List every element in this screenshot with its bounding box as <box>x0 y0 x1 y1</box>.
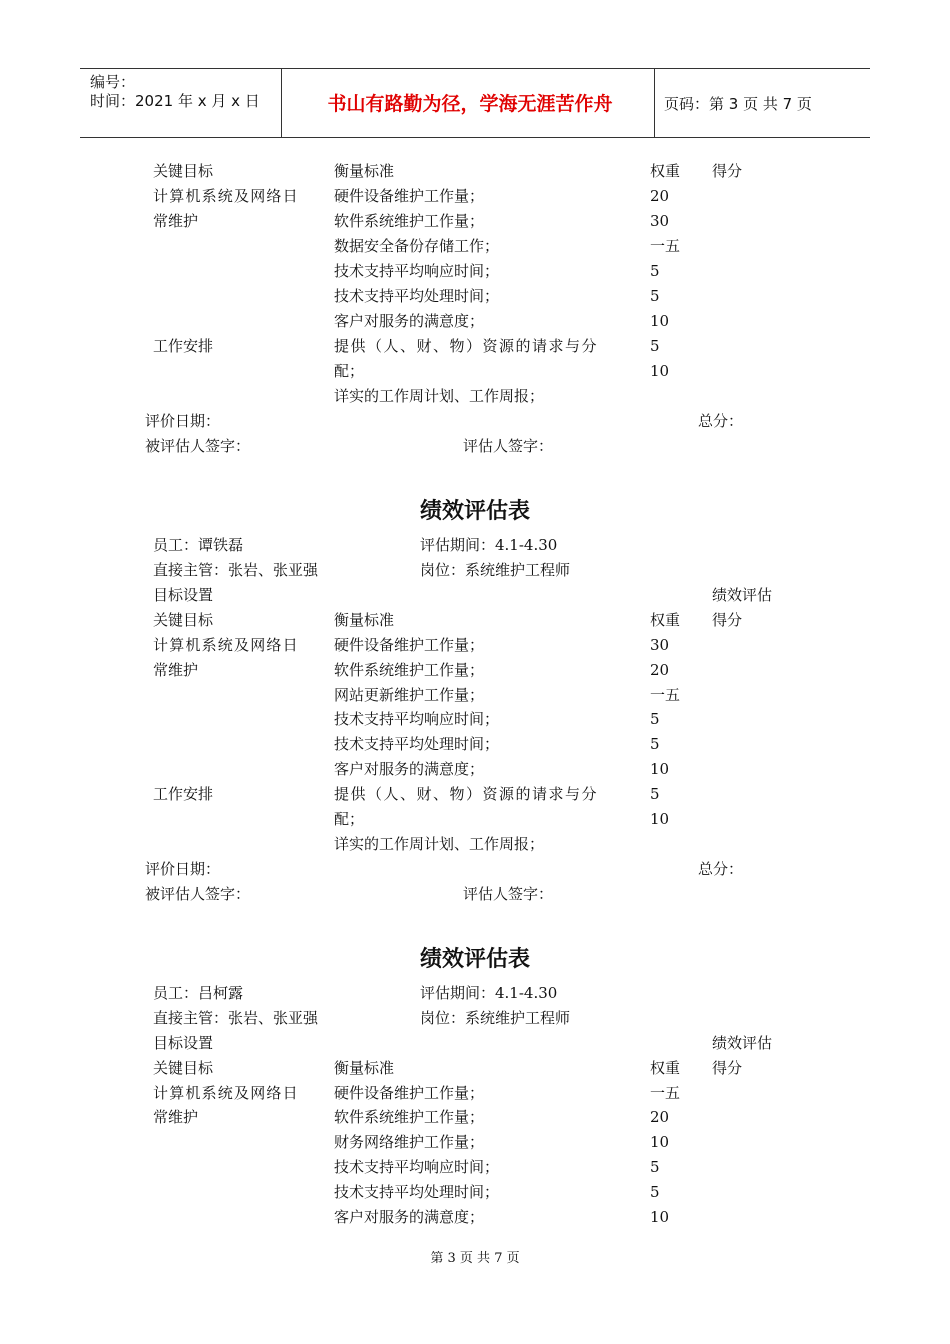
measure-item: 技术支持平均处理时间； <box>334 735 500 753</box>
position-label: 岗位：系统维护工程师 <box>420 561 571 579</box>
col-measure: 衡量标准 <box>334 611 395 629</box>
measure-item: 客户对服务的满意度； <box>334 1208 485 1226</box>
measure-item: 数据安全备份存储工作； <box>334 237 500 255</box>
evaluation-period-label: 评估期间：4.1-4.30 <box>420 536 558 554</box>
evaluator-signature-label: 评估人签字： <box>463 885 554 903</box>
employee-label: 员工：谭铁磊 <box>153 536 244 554</box>
col-measure: 衡量标准 <box>334 1059 395 1077</box>
evaluee-signature-label: 被评估人签字： <box>145 437 251 455</box>
key-target-maintenance-cont: 常维护 <box>153 661 199 679</box>
weight-value: 10 <box>650 1133 670 1151</box>
weight-value: 一五 <box>650 686 681 704</box>
key-target-work-arrangement: 工作安排 <box>153 337 214 355</box>
col-weight: 权重 <box>650 162 681 180</box>
header-divider <box>281 69 282 137</box>
measure-item: 软件系统维护工作量； <box>334 661 485 679</box>
measure-item: 财务网络维护工作量； <box>334 1133 485 1151</box>
performance-evaluation-heading: 绩效评估 <box>712 1034 773 1052</box>
weight-value: 5 <box>650 262 660 280</box>
measure-item: 详实的工作周计划、工作周报； <box>334 835 545 853</box>
evaluation-period-label: 评估期间：4.1-4.30 <box>420 984 558 1002</box>
weight-value: 10 <box>650 810 670 828</box>
total-score-label: 总分： <box>698 860 744 878</box>
position-label: 岗位：系统维护工程师 <box>420 1009 571 1027</box>
measure-item: 技术支持平均响应时间； <box>334 262 500 280</box>
col-weight: 权重 <box>650 611 681 629</box>
weight-value: 30 <box>650 636 670 654</box>
measure-item: 提供（人、财、物）资源的请求与分 <box>334 785 599 803</box>
weight-value: 30 <box>650 212 670 230</box>
header-divider <box>654 69 655 137</box>
weight-value: 5 <box>650 785 660 803</box>
key-target-maintenance-cont: 常维护 <box>153 212 199 230</box>
col-score: 得分 <box>712 162 743 180</box>
evaluee-signature-label: 被评估人签字： <box>145 885 251 903</box>
key-target-maintenance: 计算机系统及网络日 <box>153 1084 299 1102</box>
col-key-target: 关键目标 <box>153 162 214 180</box>
measure-item: 硬件设备维护工作量； <box>334 636 485 654</box>
employee-label: 员工：吕柯露 <box>153 984 244 1002</box>
key-target-maintenance-cont: 常维护 <box>153 1108 199 1126</box>
weight-value: 20 <box>650 661 670 679</box>
col-score: 得分 <box>712 611 743 629</box>
col-measure: 衡量标准 <box>334 162 395 180</box>
measure-item: 硬件设备维护工作量； <box>334 1084 485 1102</box>
weight-value: 10 <box>650 362 670 380</box>
col-weight: 权重 <box>650 1059 681 1077</box>
weight-value: 一五 <box>650 237 681 255</box>
date-label: 时间：2021 年 x 月 x 日 <box>90 92 260 110</box>
weight-value: 5 <box>650 337 660 355</box>
measure-item: 客户对服务的满意度； <box>334 760 485 778</box>
evaluation-date-label: 评价日期： <box>145 412 221 430</box>
measure-item: 配； <box>334 362 365 380</box>
weight-value: 20 <box>650 187 670 205</box>
measure-item: 详实的工作周计划、工作周报； <box>334 387 545 405</box>
measure-item: 网站更新维护工作量； <box>334 686 485 704</box>
weight-value: 5 <box>650 735 660 753</box>
weight-value: 20 <box>650 1108 670 1126</box>
measure-item: 技术支持平均处理时间； <box>334 1183 500 1201</box>
measure-item: 技术支持平均处理时间； <box>334 287 500 305</box>
header-motto: 书山有路勤为径，学海无涯苦作舟 <box>327 93 613 115</box>
key-target-maintenance: 计算机系统及网络日 <box>153 187 299 205</box>
weight-value: 10 <box>650 312 670 330</box>
form-title: 绩效评估表 <box>419 498 530 524</box>
col-key-target: 关键目标 <box>153 611 214 629</box>
form-title: 绩效评估表 <box>419 946 530 972</box>
measure-item: 提供（人、财、物）资源的请求与分 <box>334 337 599 355</box>
weight-value: 5 <box>650 1158 660 1176</box>
total-score-label: 总分： <box>698 412 744 430</box>
supervisor-label: 直接主管：张岩、张亚强 <box>153 561 319 579</box>
weight-value: 5 <box>650 710 660 728</box>
target-setting-heading: 目标设置 <box>153 586 214 604</box>
measure-item: 客户对服务的满意度； <box>334 312 485 330</box>
col-score: 得分 <box>712 1059 743 1077</box>
measure-item: 软件系统维护工作量； <box>334 212 485 230</box>
performance-evaluation-heading: 绩效评估 <box>712 586 773 604</box>
key-target-work-arrangement: 工作安排 <box>153 785 214 803</box>
weight-value: 一五 <box>650 1084 681 1102</box>
measure-item: 技术支持平均响应时间； <box>334 1158 500 1176</box>
serial-number-label: 编号： <box>90 73 136 91</box>
page-number-label: 页码：第 3 页 共 7 页 <box>664 95 812 113</box>
evaluator-signature-label: 评估人签字： <box>463 437 554 455</box>
measure-item: 软件系统维护工作量； <box>334 1108 485 1126</box>
weight-value: 10 <box>650 760 670 778</box>
key-target-maintenance: 计算机系统及网络日 <box>153 636 299 654</box>
weight-value: 5 <box>650 1183 660 1201</box>
page-footer: 第 3 页 共 7 页 <box>430 1251 520 1266</box>
target-setting-heading: 目标设置 <box>153 1034 214 1052</box>
supervisor-label: 直接主管：张岩、张亚强 <box>153 1009 319 1027</box>
weight-value: 5 <box>650 287 660 305</box>
measure-item: 硬件设备维护工作量； <box>334 187 485 205</box>
col-key-target: 关键目标 <box>153 1059 214 1077</box>
measure-item: 配； <box>334 810 365 828</box>
weight-value: 10 <box>650 1208 670 1226</box>
evaluation-date-label: 评价日期： <box>145 860 221 878</box>
measure-item: 技术支持平均响应时间； <box>334 710 500 728</box>
